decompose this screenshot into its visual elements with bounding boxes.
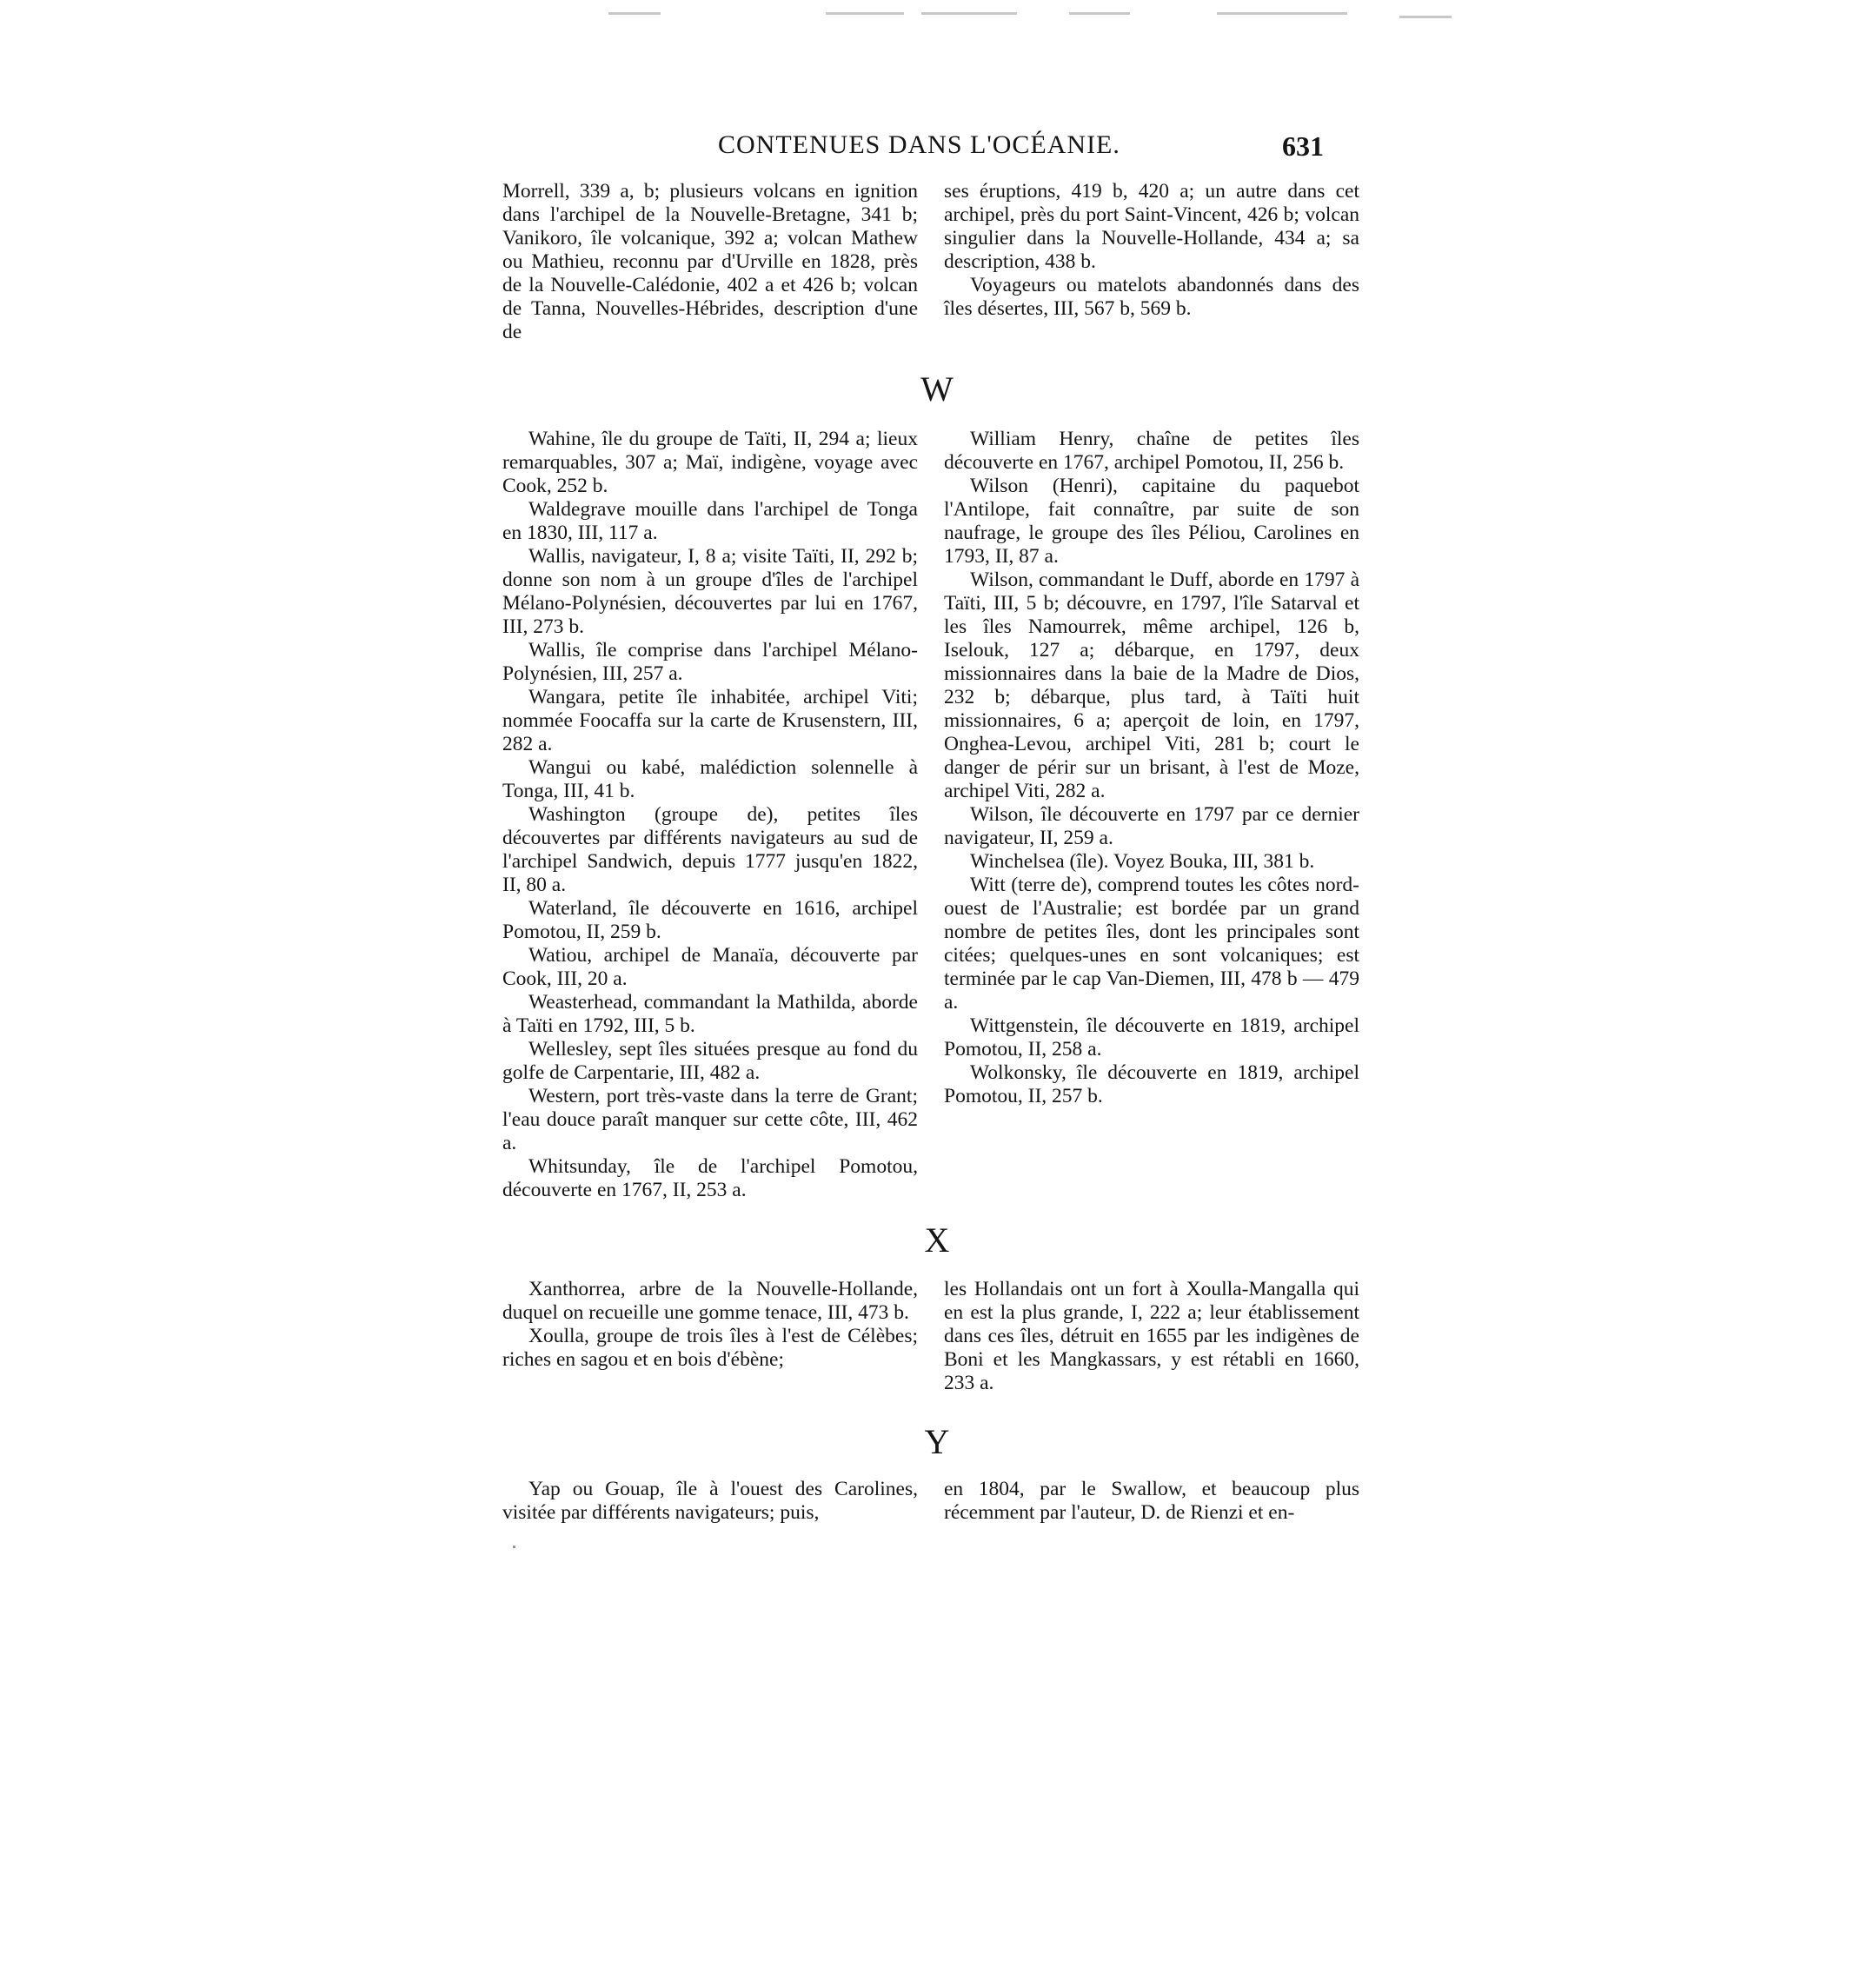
scan-speck <box>513 1546 515 1548</box>
scan-artifact <box>1069 12 1130 15</box>
section-letter-x: X <box>924 1220 950 1260</box>
left-column <box>502 1278 918 1372</box>
index-entry: Witt (terre de), comprend toutes les côtes nord-ouest de l'Australie; est bordée par un grand nombre de petites îles, dont les principales sont citées; quelques-unes en sont volcaniques; est terminée par le cap Van-Diemen, III, 478 b — 479 a. <box>944 874 1359 1014</box>
index-entry: ses éruptions, 419 b, 420 a; un autre dans cet archipel, près du port Saint-Vincent, 426 b; volcan singulier dans la Nouvelle-Hollande, 434 a; sa description, 438 b. <box>944 180 1359 273</box>
index-entry: Wallis, navigateur, I, 8 a; visite Taïti, II, 292 b; donne son nom à un groupe d'îles de l'archipel Mélano-Polynésien, découvertes par lui en 1767, III, 273 b. <box>502 545 918 638</box>
scan-artifact <box>1399 16 1452 18</box>
right-column <box>944 180 1359 321</box>
section-x <box>502 1278 1372 1408</box>
index-entry: les Hollandais ont un fort à Xoulla-Mangalla qui en est la plus grande, I, 222 a; leur établissement dans ces îles, détruit en 1655 par les indigènes de Boni et les Mangkassars, y est rétabli en 1660, 233 a. <box>944 1278 1359 1394</box>
running-title: CONTENUES DANS L'OCÉANIE. <box>718 130 1120 159</box>
section-letter-w: W <box>920 369 954 409</box>
index-entry: Yap ou Gouap, île à l'ouest des Carolines, visitée par différents navigateurs; puis, <box>502 1478 918 1524</box>
index-entry: Wangui ou kabé, malédiction solennelle à Tonga, III, 41 b. <box>502 756 918 802</box>
right-column <box>944 1278 1359 1395</box>
index-entry: Western, port très-vaste dans la terre de Grant; l'eau douce paraît manquer sur cette côte, III, 462 a. <box>502 1085 918 1154</box>
scan-artifact <box>608 12 661 15</box>
index-entry: Waterland, île découverte en 1616, archipel Pomotou, II, 259 b. <box>502 897 918 943</box>
section-letter-y: Y <box>924 1422 950 1461</box>
scan-artifact <box>921 12 1017 15</box>
page-header <box>502 130 1372 165</box>
index-entry: Wahine, île du groupe de Taïti, II, 294 a; lieux remarquables, 307 a; Maï, indigène, voyage avec Cook, 252 b. <box>502 428 918 497</box>
index-entry: Wittgenstein, île découverte en 1819, archipel Pomotou, II, 258 a. <box>944 1014 1359 1060</box>
page-number: 631 <box>1282 130 1324 162</box>
index-entry: Xoulla, groupe de trois îles à l'est de Célèbes; riches en sagou et en bois d'ébène; <box>502 1325 918 1371</box>
index-entry: Wangara, petite île inhabitée, archipel Viti; nommée Foocaffa sur la carte de Krusenstern, III, 282 a. <box>502 686 918 755</box>
index-entry: Xanthorrea, arbre de la Nouvelle-Hollande, duquel on recueille une gomme tenace, III, 473 b. <box>502 1278 918 1324</box>
index-entry: Wolkonsky, île découverte en 1819, archipel Pomotou, II, 257 b. <box>944 1061 1359 1107</box>
index-entry: Wallis, île comprise dans l'archipel Mélano-Polynésien, III, 257 a. <box>502 639 918 685</box>
section-w <box>502 428 1372 1210</box>
scan-artifact <box>1217 12 1347 15</box>
section-y <box>502 1478 1372 1539</box>
scan-artifact <box>826 12 904 15</box>
index-entry: Wilson, île découverte en 1797 par ce dernier navigateur, II, 259 a. <box>944 803 1359 849</box>
left-column <box>502 1478 918 1525</box>
right-column <box>944 428 1359 1108</box>
index-entry: Weasterhead, commandant la Mathilda, aborde à Taïti en 1792, III, 5 b. <box>502 991 918 1037</box>
index-entry: Wilson (Henri), capitaine du paquebot l'Antilope, fait connaître, par suite de son naufrage, le groupe des îles Péliou, Carolines en 1793, II, 87 a. <box>944 475 1359 568</box>
left-column <box>502 428 918 1202</box>
section-v-continuation <box>502 180 1372 345</box>
index-entry: Whitsunday, île de l'archipel Pomotou, découverte en 1767, II, 253 a. <box>502 1155 918 1201</box>
index-entry: Morrell, 339 a, b; plusieurs volcans en ignition dans l'archipel de la Nouvelle-Bretagne, 341 b; Vanikoro, île volcanique, 392 a; volcan Mathew ou Mathieu, reconnu par d'Urville en 1828, près de la Nouvelle-Calédonie, 402 a et 426 b; volcan de Tanna, Nouvelles-Hébrides, description d'une de <box>502 180 918 343</box>
index-entry: William Henry, chaîne de petites îles découverte en 1767, archipel Pomotou, II, 256 b. <box>944 428 1359 474</box>
index-entry: Waldegrave mouille dans l'archipel de Tonga en 1830, III, 117 a. <box>502 498 918 544</box>
index-entry: Winchelsea (île). Voyez Bouka, III, 381 b. <box>970 850 1315 873</box>
index-entry: en 1804, par le Swallow, et beaucoup plus récemment par l'auteur, D. de Rienzi et en- <box>944 1478 1359 1524</box>
left-column <box>502 180 918 344</box>
index-entry: Wellesley, sept îles situées presque au fond du golfe de Carpentarie, III, 482 a. <box>502 1038 918 1084</box>
index-entry: Washington (groupe de), petites îles découvertes par différents navigateurs au sud de l'archipel Sandwich, depuis 1777 jusqu'en 1822, II, 80 a. <box>502 803 918 896</box>
index-entry: Wilson, commandant le Duff, aborde en 1797 à Taïti, III, 5 b; découvre, en 1797, l'île Satarval et les îles Namourrek, même archipel, 126 b, Iselouk, 127 a; débarque, en 1797, deux missionnaires dans la baie de la Madre de Dios, 232 b; débarque, plus tard, à Taïti huit missionnaires, 6 a; aperçoit de loin, en 1797, Onghea-Levou, archipel Viti, 281 b; court le danger de périr sur un brisant, à l'est de Moze, archipel Viti, 282 a. <box>944 568 1359 802</box>
index-entry: Watiou, archipel de Manaïa, découverte par Cook, III, 20 a. <box>502 944 918 990</box>
index-entry: Voyageurs ou matelots abandonnés dans des îles désertes, III, 567 b, 569 b. <box>944 274 1359 320</box>
right-column <box>944 1478 1359 1525</box>
